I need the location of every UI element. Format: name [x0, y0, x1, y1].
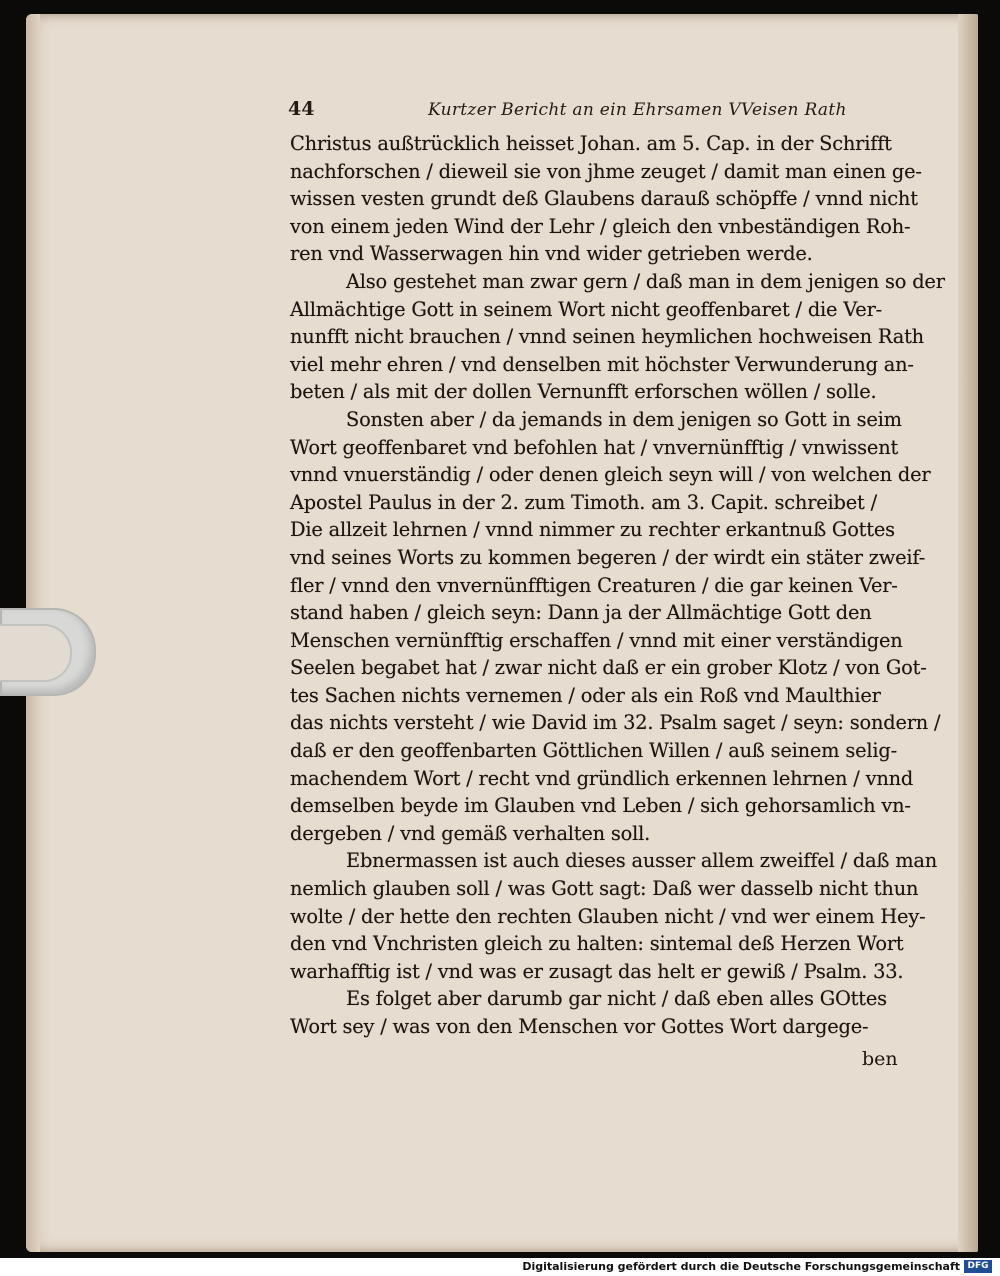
text-line: Wort geoffenbaret vnd befohlen hat / vnvernünfftig / vnwissent	[290, 435, 899, 459]
footer-bar	[0, 1258, 1000, 1276]
text-line: Allmächtige Gott in seinem Wort nicht geoffenbaret / die Ver-	[290, 297, 882, 321]
text-line: nemlich glauben soll / was Gott sagt: Daß wer dasselb nicht thun	[290, 877, 919, 901]
body-text	[290, 130, 945, 1041]
text-line: Also gestehet man zwar gern / daß man in dem jenigen so der	[346, 269, 945, 293]
text-line: nunfft nicht brauchen / vnnd seinen heymlichen hochweisen Rath	[290, 325, 924, 349]
text-line: vnd seines Worts zu kommen begeren / der wirdt ein stäter zweif-	[290, 545, 926, 569]
text-line: nachforschen / dieweil sie von jhme zeuget / damit man einen ge-	[290, 159, 922, 183]
text-line: Ebnermassen ist auch dieses ausser allem zweiffel / daß man	[346, 849, 938, 873]
text-line: wissen vesten grundt deß Glaubens darauß schöpffe / vnnd nicht	[290, 187, 918, 211]
text-line: das nichts versteht / wie David im 32. Psalm saget / seyn: sondern /	[290, 711, 941, 735]
text-line: Die allzeit lehrnen / vnnd nimmer zu rechter erkantnuß Gottes	[290, 518, 895, 542]
text-line: stand haben / gleich seyn: Dann ja der Allmächtige Gott den	[290, 601, 872, 625]
page-fore-edge	[958, 14, 978, 1252]
text-line: den vnd Vnchristen gleich zu halten: sintemal deß Herzen Wort	[290, 932, 904, 956]
text-line: ren vnd Wasserwagen hin vnd wider getrieben werde.	[290, 242, 813, 266]
text-line: fler / vnnd den vnvernünfftigen Creaturen / die gar keinen Ver-	[290, 573, 898, 597]
text-line: viel mehr ehren / vnd denselben mit höchster Verwunderung an-	[290, 352, 914, 376]
text-line: Es folget aber darumb gar nicht / daß eben alles GOttes	[346, 987, 887, 1011]
text-line: vnnd vnuerständig / oder denen gleich seyn will / von welchen der	[290, 463, 931, 487]
text-line: demselben beyde im Glauben vnd Leben / sich gehorsamlich vn-	[290, 794, 911, 818]
text-line: wolte / der hette den rechten Glauben nicht / vnd wer einem Hey-	[290, 904, 926, 928]
text-line: dergeben / vnd gemäß verhalten soll.	[290, 821, 651, 845]
paper-clip-inner	[0, 624, 72, 682]
page-number: 44	[288, 98, 315, 120]
text-line: Christus außtrücklich heisset Johan. am 5. Cap. in der Schrifft	[290, 132, 892, 155]
text-line: Seelen begabet hat / zwar nicht daß er ein grober Klotz / von Got-	[290, 656, 927, 680]
text-line: tes Sachen nichts vernemen / oder als ein Roß vnd Maulthier	[290, 683, 881, 707]
text-line: Apostel Paulus in der 2. zum Timoth. am 3. Capit. schreibet /	[290, 490, 877, 514]
funding-credit: Digitalisierung gefördert durch die Deutsche Forschungsgemeinschaft	[522, 1260, 960, 1273]
text-line: Sonsten aber / da jemands in dem jenigen so Gott in seim	[346, 407, 902, 431]
text-line: von einem jeden Wind der Lehr / gleich den vnbeständigen Roh-	[290, 214, 911, 238]
catchword: ben	[862, 1048, 898, 1070]
text-line: Wort sey / was von den Menschen vor Gottes Wort dargege-	[290, 1015, 869, 1038]
dfg-logo-icon: DFG	[964, 1260, 992, 1273]
text-line: daß er den geoffenbarten Göttlichen Willen / auß seinem selig-	[290, 739, 897, 763]
text-line: beten / als mit der dollen Vernunfft erforschen wöllen / solle.	[290, 380, 877, 404]
running-title: Kurtzer Bericht an ein Ehrsamen VVeisen Rath	[428, 100, 847, 120]
text-line: machendem Wort / recht vnd gründlich erkennen lehrnen / vnnd	[290, 766, 914, 790]
text-line: warhafftig ist / vnd was er zusagt das helt er gewiß / Psalm. 33.	[290, 959, 904, 983]
page-header	[288, 98, 928, 128]
text-line: Menschen vernünfftig erschaffen / vnnd mit einer verständigen	[290, 628, 903, 652]
